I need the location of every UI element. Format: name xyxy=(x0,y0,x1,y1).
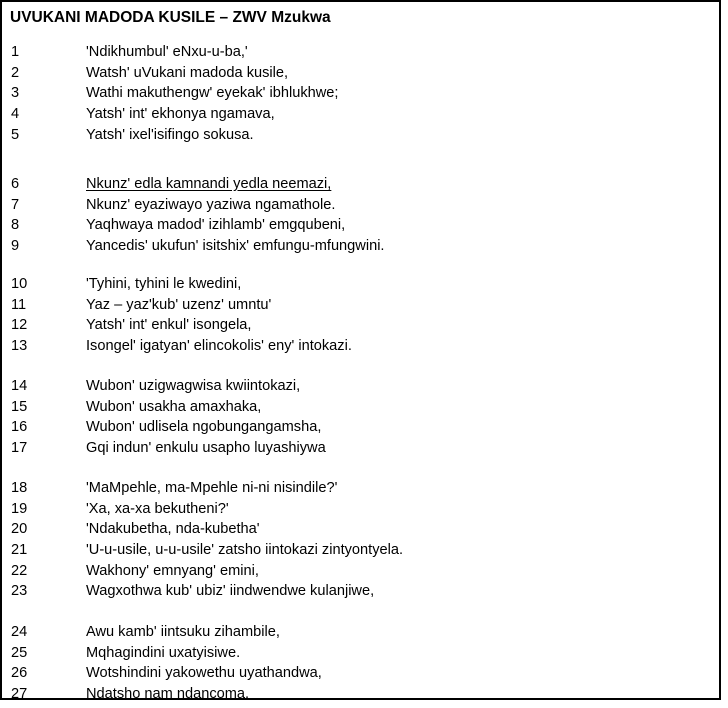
line-text: Wotshindini yakowethu uyathandwa, xyxy=(86,665,322,682)
poem-line xyxy=(2,499,722,520)
poem-line xyxy=(2,663,722,684)
poem-line xyxy=(2,438,722,459)
line-number: 13 xyxy=(11,338,28,355)
line-number: 24 xyxy=(11,624,28,640)
poem-line xyxy=(2,42,722,63)
line-number: 25 xyxy=(11,644,28,661)
line-text: 'Ndakubetha, nda-kubetha' xyxy=(86,521,260,538)
stanza xyxy=(2,622,722,705)
line-text: Yaqhwaya madod' izihlamb' emgqubeni, xyxy=(86,217,346,234)
line-number: 23 xyxy=(11,583,28,600)
poem-line xyxy=(2,581,722,602)
line-number: 14 xyxy=(11,378,28,394)
line-number: 6 xyxy=(11,176,20,192)
poem-line xyxy=(2,417,722,438)
line-text: Mqhagindini uxatyisiwe. xyxy=(86,644,241,661)
poem-line xyxy=(2,274,722,295)
poem-line xyxy=(2,63,722,84)
poem-line xyxy=(2,236,722,257)
poem-line xyxy=(2,295,722,316)
poem-line xyxy=(2,540,722,561)
line-number: 19 xyxy=(11,500,28,517)
line-text: Nkunz' edla kamnandi yedla neemazi, xyxy=(86,176,332,192)
poem-line xyxy=(2,397,722,418)
line-number: 21 xyxy=(11,542,28,559)
line-number: 10 xyxy=(11,276,28,292)
line-number: 5 xyxy=(11,126,20,143)
line-text: Awu kamb' iintsuku zihambile, xyxy=(86,624,280,640)
line-text: Wathi makuthengw' eyekak' ibhlukhwe; xyxy=(86,85,339,102)
line-text: Nkunz' eyaziwayo yaziwa ngamathole. xyxy=(86,196,336,213)
line-text: 'U-u-usile, u-u-usile' zatsho iintokazi zintyontyela. xyxy=(86,542,404,559)
line-text: Wubon' udlisela ngobungangamsha, xyxy=(86,419,322,436)
line-text: Watsh' uVukani madoda kusile, xyxy=(86,64,289,81)
line-text: Gqi indun' enkulu usapho luyashiywa xyxy=(86,440,326,457)
poem-line xyxy=(2,519,722,540)
line-number: 17 xyxy=(11,440,28,457)
poem-line xyxy=(2,336,722,357)
line-number: 3 xyxy=(11,85,20,102)
poem-title: UVUKANI MADODA KUSILE – ZWV Mzukwa xyxy=(10,9,331,26)
line-number: 26 xyxy=(11,665,28,682)
line-text: Yatsh' int' enkul' isongela, xyxy=(86,317,252,334)
poem-line xyxy=(2,83,722,104)
poem-line xyxy=(2,561,722,582)
line-text: Yatsh' ixel'isifingo sokusa. xyxy=(86,126,254,143)
poem-line xyxy=(2,622,722,643)
line-number: 11 xyxy=(11,296,27,313)
poem-line xyxy=(2,215,722,236)
poem-line xyxy=(2,684,722,705)
line-text: Yaz – yaz'kub' uzenz' umntu' xyxy=(86,296,272,313)
line-number: 27 xyxy=(11,686,28,703)
line-text: Isongel' igatyan' elincokolis' eny' intokazi. xyxy=(86,338,352,355)
line-text: 'Ndikhumbul' eNxu-u-ba,' xyxy=(86,44,248,60)
line-text: 'Tyhini, tyhini le kwedini, xyxy=(86,276,242,292)
line-number: 8 xyxy=(11,217,20,234)
line-number: 9 xyxy=(11,238,20,255)
line-number: 1 xyxy=(11,44,20,60)
line-number: 20 xyxy=(11,521,28,538)
stanza xyxy=(2,274,722,357)
line-number: 15 xyxy=(11,398,28,415)
line-number: 22 xyxy=(11,562,28,579)
line-text: Wubon' usakha amaxhaka, xyxy=(86,398,262,415)
line-number: 7 xyxy=(11,196,20,213)
poem-line xyxy=(2,174,722,195)
line-number: 18 xyxy=(11,480,28,496)
stanza xyxy=(2,174,722,257)
stanza xyxy=(2,376,722,459)
line-text: Yancedis' ukufun' isitshix' emfungu-mfungwini. xyxy=(86,238,385,255)
line-text: Wubon' uzigwagwisa kwiintokazi, xyxy=(86,378,301,394)
poem-line xyxy=(2,195,722,216)
poem-line xyxy=(2,376,722,397)
line-text: Wagxothwa kub' ubiz' iindwendwe kulanjiwe, xyxy=(86,583,375,600)
stanza xyxy=(2,478,722,602)
line-text: Yatsh' int' ekhonya ngamava, xyxy=(86,106,275,123)
line-number: 2 xyxy=(11,64,20,81)
line-number: 16 xyxy=(11,419,28,436)
line-text: 'MaMpehle, ma-Mpehle ni-ni nisindile?' xyxy=(86,480,338,496)
poem-line xyxy=(2,125,722,146)
stanza xyxy=(2,42,722,145)
poem-line xyxy=(2,643,722,664)
line-text: Wakhony' emnyang' emini, xyxy=(86,562,259,579)
poem-line xyxy=(2,478,722,499)
line-text: 'Xa, xa-xa bekutheni?' xyxy=(86,500,229,517)
line-text: Ndatsho nam ndancoma. xyxy=(86,686,250,703)
poem-line xyxy=(2,315,722,336)
line-number: 4 xyxy=(11,106,20,123)
line-number: 12 xyxy=(11,317,28,334)
poem-line xyxy=(2,104,722,125)
